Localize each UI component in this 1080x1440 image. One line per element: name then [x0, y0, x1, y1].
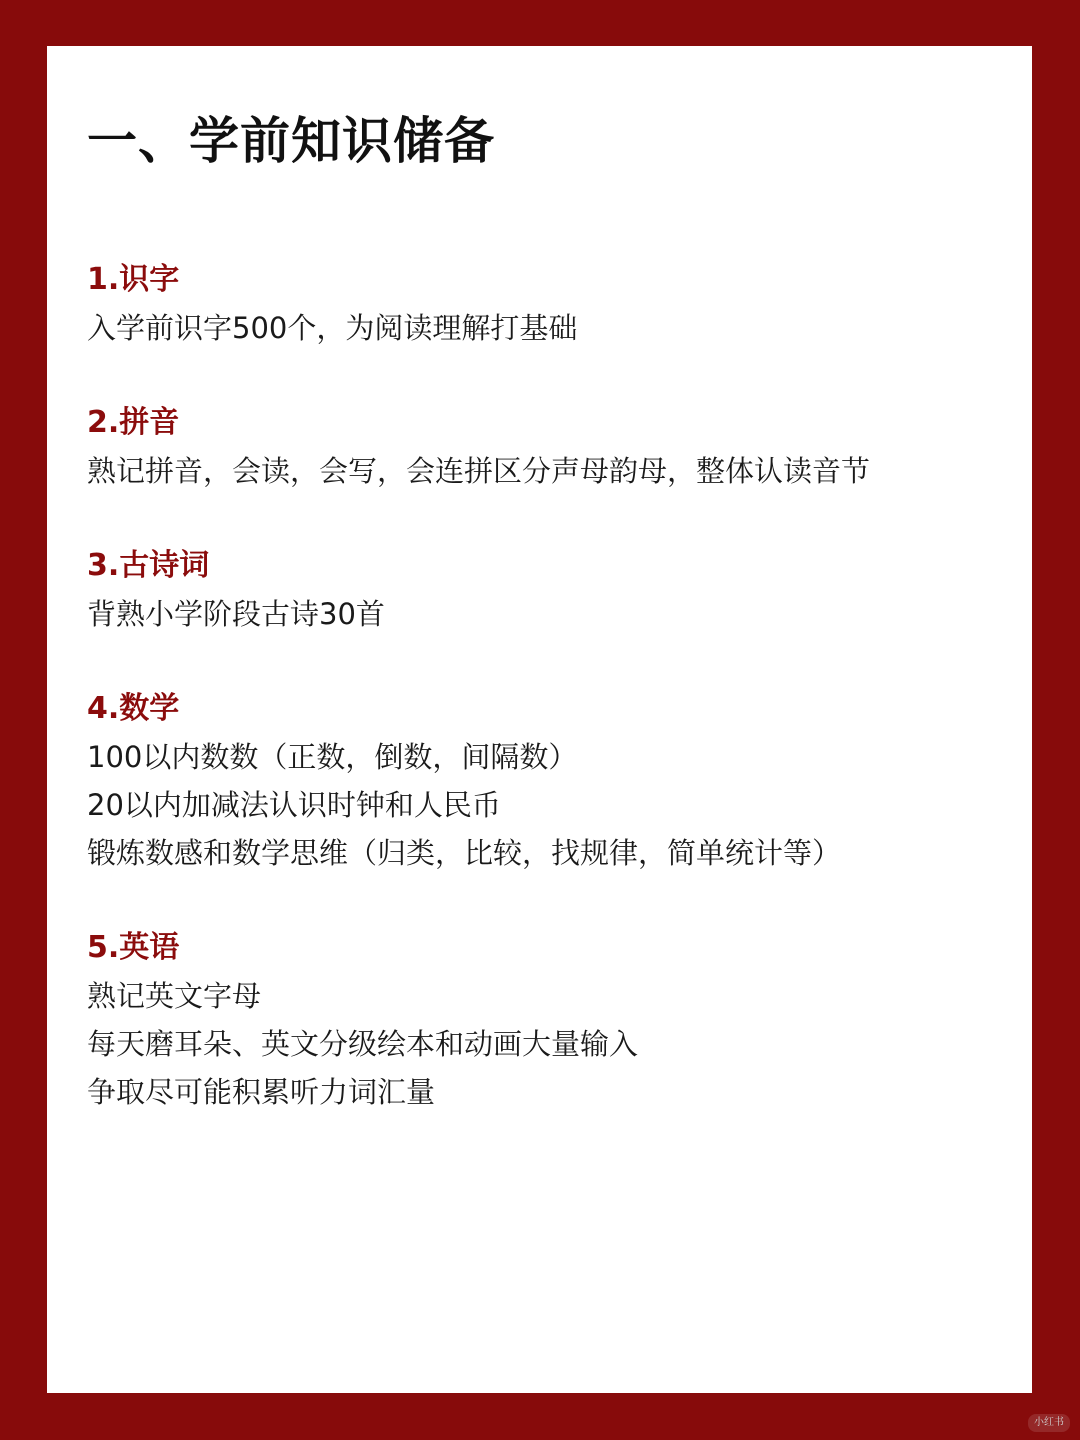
section-line: 背熟小学阶段古诗30首: [87, 597, 385, 631]
section-line: 熟记拼音，会读，会写，会连拼区分声母韵母，整体认读音节: [87, 454, 871, 488]
section-line: 入学前识字500个，为阅读理解打基础: [87, 311, 578, 345]
section-line: 每天磨耳朵、英文分级绘本和动画大量输入: [87, 1027, 639, 1061]
section-pinyin: [87, 399, 870, 495]
section-english: [87, 924, 638, 1116]
page-title: 一、学前知识储备: [87, 112, 495, 170]
section-line: 熟记英文字母: [87, 979, 262, 1013]
section-heading: 4.数学: [87, 691, 180, 726]
section-line: 100以内数数（正数，倒数，间隔数）: [87, 740, 578, 774]
section-heading: 3.古诗词: [87, 548, 210, 583]
section-heading: 5.英语: [87, 930, 180, 965]
section-line: 20以内加减法认识时钟和人民币: [87, 788, 501, 822]
section-line: 锻炼数感和数学思维（归类，比较，找规律，简单统计等）: [87, 836, 842, 870]
watermark: 小红书: [1028, 1414, 1070, 1432]
section-line: 争取尽可能积累听力词汇量: [87, 1075, 436, 1109]
content-card: [47, 46, 1032, 1393]
section-literacy: [87, 256, 577, 352]
section-poetry: [87, 542, 385, 638]
section-heading: 1.识字: [87, 262, 180, 297]
section-heading: 2.拼音: [87, 405, 180, 440]
section-math: [87, 685, 841, 877]
